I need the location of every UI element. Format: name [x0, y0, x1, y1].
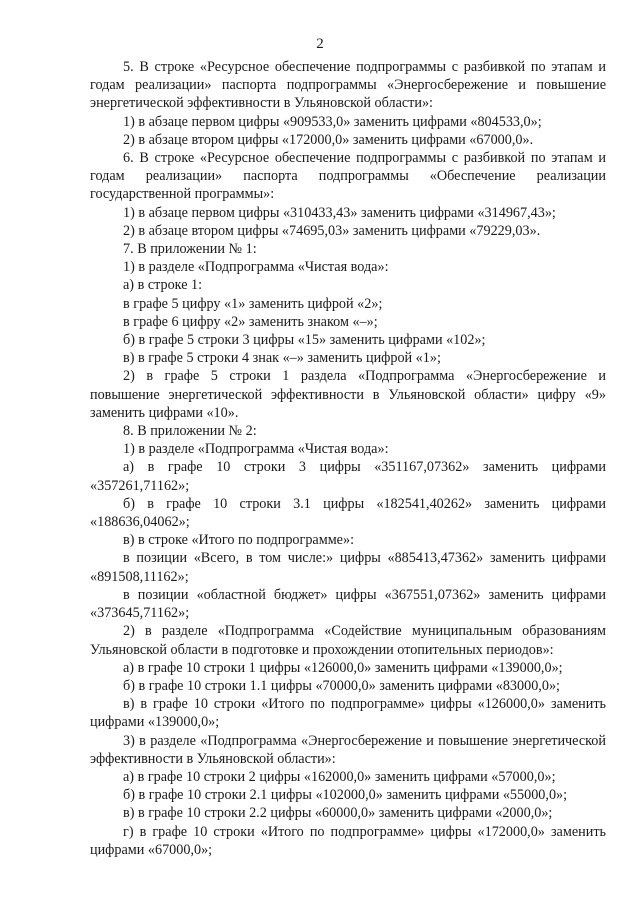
paragraph: в) в строке «Итого по подпрограмме»:: [123, 532, 355, 549]
paragraph: б) в графе 10 строки 3.1 цифры «182541,40262» заменить цифрами «188636,04062»;: [90, 495, 606, 531]
paragraph: в графе 6 цифру «2» заменить знаком «–»;: [123, 313, 378, 330]
paragraph: 1) в абзаце первом цифры «909533,0» заменить цифрами «804533,0»;: [123, 113, 542, 130]
paragraph: а) в графе 10 строки 2 цифры «162000,0» заменить цифрами «57000,0»;: [123, 768, 556, 785]
paragraph: 1) в абзаце первом цифры «310433,43» заменить цифрами «314967,43»;: [123, 204, 556, 221]
paragraph: г) в графе 10 строки «Итого по подпрограмме» цифры «172000,0» заменить цифрами «67000,0»;: [90, 823, 606, 858]
paragraph: в) в графе 10 строки 2.2 цифры «60000,0» заменить цифрами «2000,0»;: [123, 805, 553, 822]
paragraph: 2) в абзаце втором цифры «172000,0» заменить цифрами «67000,0».: [123, 131, 534, 148]
document-body: [90, 58, 606, 859]
paragraph: 2) в абзаце втором цифры «74695,03» заменить цифрами «79229,03».: [123, 222, 541, 239]
paragraph: в графе 5 цифру «1» заменить цифрой «2»;: [123, 295, 383, 312]
paragraph: а) в графе 10 строки 3 цифры «351167,07362» заменить цифрами «357261,71162»;: [90, 459, 606, 494]
paragraph: б) в графе 10 строки 1.1 цифры «70000,0» заменить цифрами «83000,0»;: [123, 677, 560, 694]
page-number: 2: [316, 36, 324, 52]
paragraph: 2) в графе 5 строки 1 раздела «Подпрограмма «Энергосбережение и повышение энергетической эффективности в Ульяновской области» цифру «9» заменить цифрами «10».: [90, 368, 606, 421]
paragraph: 1) в разделе «Подпрограмма «Чистая вода»:: [123, 441, 389, 458]
paragraph: в) в графе 10 строки «Итого по подпрограмме» цифры «126000,0» заменить цифрами «139000,0»;: [90, 696, 606, 731]
paragraph: в позиции «Всего, в том числе:» цифры «885413,47362» заменить цифрами «891508,11162»;: [90, 550, 606, 585]
paragraph: 1) в разделе «Подпрограмма «Чистая вода»:: [123, 259, 389, 276]
paragraph: в позиции «областной бюджет» цифры «367551,07362» заменить цифрами «373645,71162»;: [90, 586, 606, 622]
paragraph: в) в графе 5 строки 4 знак «–» заменить цифрой «1»;: [123, 350, 441, 367]
paragraph: 8. В приложении № 2:: [123, 423, 257, 440]
paragraph: 5. В строке «Ресурсное обеспечение подпрограммы с разбивкой по этапам и годам реализации» паспорта подпрограммы «Энергосбережение и повышение энергетической эффективности в Ульяновской области»:: [90, 59, 606, 112]
paragraph: 7. В приложении № 1:: [123, 241, 257, 258]
paragraph: 2) в разделе «Подпрограмма «Содействие муниципальным образованиям Ульяновской области в подготовке и прохождении отопительных периодов»:: [90, 623, 606, 658]
paragraph: а) в графе 10 строки 1 цифры «126000,0» заменить цифрами «139000,0»;: [123, 659, 563, 676]
paragraph: 3) в разделе «Подпрограмма «Энергосбережение и повышение энергетической эффективности в Ульяновской области»:: [90, 732, 606, 767]
paragraph: б) в графе 10 строки 2.1 цифры «102000,0» заменить цифрами «55000,0»;: [123, 787, 568, 804]
paragraph: б) в графе 5 строки 3 цифры «15» заменить цифрами «102»;: [123, 332, 486, 349]
paragraph: а) в строке 1:: [123, 277, 203, 294]
paragraph: 6. В строке «Ресурсное обеспечение подпрограммы с разбивкой по этапам и годам реализации» паспорта подпрограммы «Обеспечение реализации государственной программы»:: [90, 150, 606, 203]
